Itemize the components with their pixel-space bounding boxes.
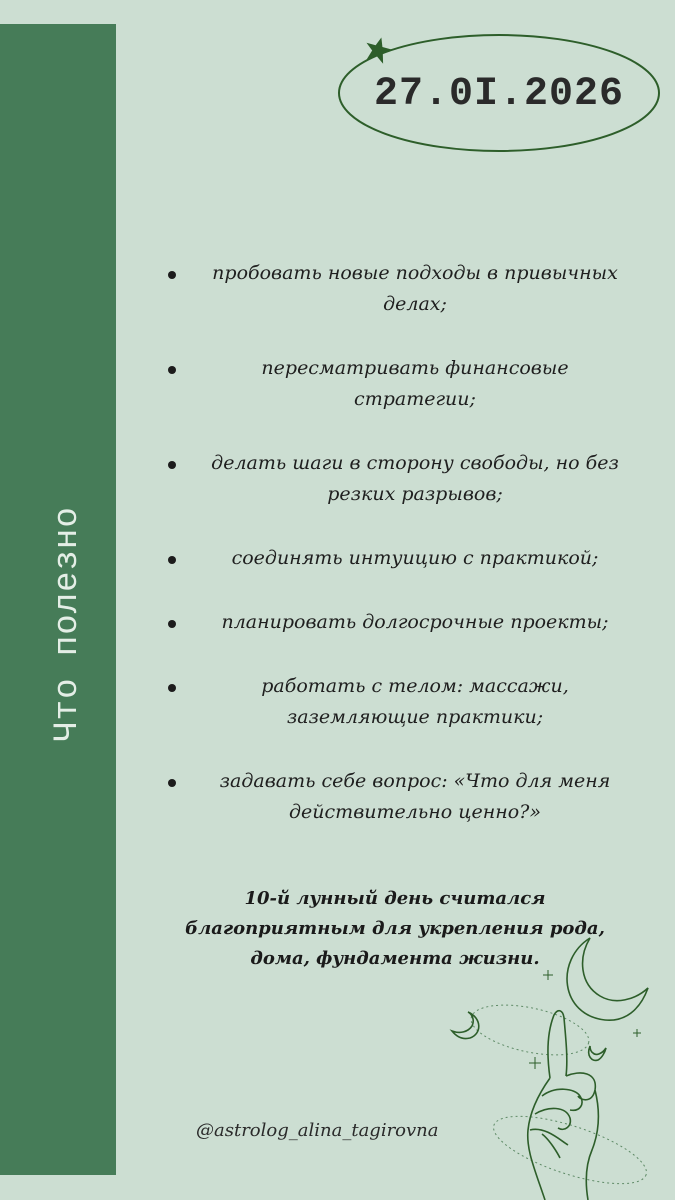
list-item-text: пробовать новые подходы в привычных делах; [212,262,618,315]
list-item [160,543,640,574]
list-item-text: планировать долгосрочные проекты; [221,611,609,633]
tips-list [160,258,640,828]
crescent-moon-icon [567,938,648,1020]
side-bar [0,24,116,1175]
side-title: Что полезно [49,506,87,742]
instagram-handle: @astrolog_alina_tagirovna [196,1120,439,1141]
list-item [160,766,640,828]
list-item-text: соединять интуицию с практикой; [231,547,599,569]
crescent-moon-icon [452,1012,479,1039]
date-badge [336,30,662,154]
bullet-icon [168,684,176,692]
hand-moon-illustration [430,900,675,1200]
pointing-hand-icon [528,1011,599,1200]
crescent-moon-icon [589,1046,606,1060]
list-item-text: делать шаги в сторону свободы, но без резких разрывов; [211,452,619,505]
list-item [160,671,640,733]
list-item-text: пересматривать финансовые стратегии; [261,357,569,410]
list-item-text: работать с телом: массажи, заземляющие практики; [261,675,569,728]
list-item [160,258,640,320]
list-item-text: задавать себе вопрос: «Что для меня действительно ценно?» [219,770,611,823]
bullet-icon [168,556,176,564]
bullet-icon [168,461,176,469]
bullet-icon [168,620,176,628]
list-item [160,353,640,415]
bullet-icon [168,779,176,787]
lunar-day-note: 10-й лунный день считался благоприятным для укрепления рода, дома, фундамента жизни. [185,888,605,969]
bullet-icon [168,366,176,374]
orbit-ellipse [467,996,594,1064]
bullet-icon [168,271,176,279]
list-item [160,448,640,510]
list-item [160,607,640,638]
date-text: 27.0I.2026 [373,71,625,117]
sparkle-icon [529,970,641,1069]
